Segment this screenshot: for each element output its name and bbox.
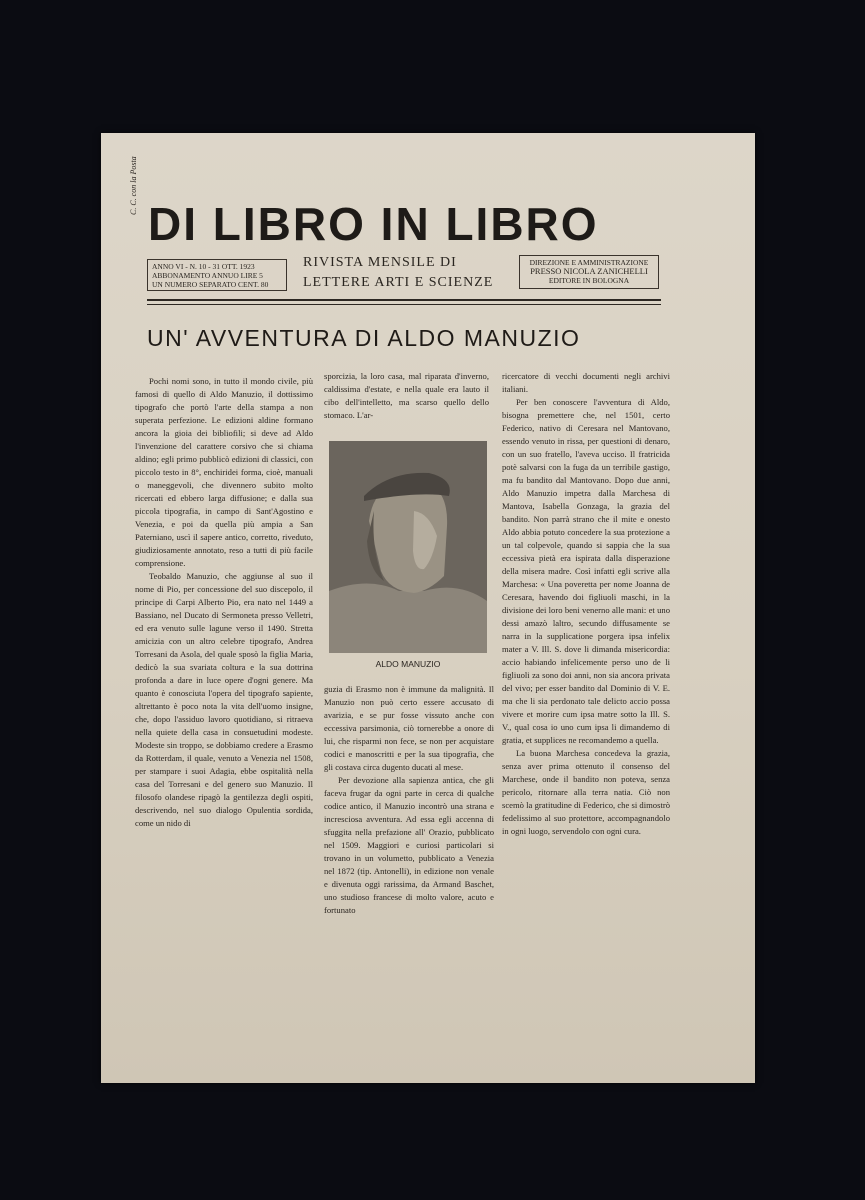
issue-info-box bbox=[147, 259, 287, 291]
paragraph: sporcizia, la loro casa, mal riparata d'inverno, caldissima d'estate, e nella quale era lauto il cibo dell'intelletto, ma scarso quello dello stomaco. L'ar- bbox=[324, 371, 489, 420]
paragraph: Teobaldo Manuzio, che aggiunse al suo il nome di Pio, per concessione del suo discepolo, il principe di Carpi Alberto Pio, era nato nel 1449 a Bassiano, nel Ducato di Sermoneta presso Velletri, ed era venuto sulle lagune verso il 1490. Stretta amicizia con un altro celebre tipografo, Andrea Torresani da Asola, del quale sposò la figlia Maria, dedicò la sua svariata coltura e la sua dottrina profonda a dare in luce opere d'ogni genere. Ma quanto è conosciuta l'opera del tipografo sapiente, altrettanto è poco nota la vita dell'uomo insigne, che, dopo l'assiduo lavoro quotidiano, si ritraeva nella quiete della casa in consuetudini modeste. Modeste sin troppo, se dobbiamo credere a Erasmo da Rotterdam, il quale, venuto a Venezia nel 1508, per stampare i suoi Adagia, ebbe ospitalità nella casa del Torresani e del genero suo Manuzio. Il filosofo olandese ripagò la gentilezza degli ospiti, descrivendo, nel suo dialogo Opulentia sordida, come un nido di bbox=[135, 571, 313, 828]
issue-line: UN NUMERO SEPARATO CENT. 80 bbox=[152, 280, 269, 289]
masthead-rule-thin bbox=[147, 304, 661, 305]
masthead-title: DI LIBRO IN LIBRO bbox=[148, 198, 599, 250]
paragraph: La buona Marchesa concedeva la grazia, senza aver prima ottenuto il consenso del Marchese, onde il bandito non poteva, senza pericolo, ritornare alla terra natia. Ciò non scemò la gratitudine di Federico, che si dimostrò fedelissimo al suo protettore, accompagnandolo in ogni luogo, servendolo con ogni cura. bbox=[502, 748, 670, 836]
paragraph: Per devozione alla sapienza antica, che gli faceva frugar da ogni parte in cerca di qualche codice antico, il Manuzio incontrò una strana e incresciosa avventura. Ad essa egli accenna di sfuggita nella prefazione all' Orazio, pubblicato nel 1509. Maggiori e curiosi particolari si trovano in un volumetto, pubblicato a Venezia nel 1872 (tip. Antonelli), in edizione non venale e divenuta oggi rarissima, da Armand Baschet, uno studioso francese di molto valore, acuto e fortunato bbox=[324, 775, 494, 915]
article-column-2-bottom bbox=[324, 683, 494, 917]
subtitle-line: LETTERE ARTI E SCIENZE bbox=[303, 275, 494, 290]
paragraph: Per ben conoscere l'avventura di Aldo, bisogna premettere che, nel 1501, certo Federico, nativo di Ceresara nel Mantovano, essendo venuto in rissa, per questioni di denaro, con un suo fratello, l'aveva ucciso. Il fratricida potè salvarsi con la fuga da un terribile gastigo, ma fu bandito dal Mantovano. Dopo due anni, Aldo Manuzio impetra dalla Marchesa di Mantova, Isabella Gonzaga, la grazia del bandito. Non parrà strano che il mite e onesto Aldo abbia potuto concedere la sua protezione a un tal colpevole, quando si sappia che la sua eccessiva pietà era ispirata dalla disperazione della misera madre. Così infatti egli scrive alla Marchesa: « Una poveretta per nome Joanna de Ceresara, havendo doi figliuoli maschi, in la divisione dei loro beni venerno alle mani: et uno dessi amazò laltro, secundo diffusamente se narra in la supplicatione porgera ipsa infelix mater a V. Ill. S. dove li dimanda misericordia: accio habiando infelicemente perso uno de li figliuoli za sono doi anni, non sia ancora privata del vivo; per esser bandito dal Dominio di V. E. ma che li sia perdonato tale delicto accio possa vivere et morire cum ipsa matre sotto la Ill. S. V., qual cosa io uno cum ipsa li dimandemo di gratia, et supplices ne recomandemo a quella. bbox=[502, 397, 670, 745]
newspaper-page bbox=[101, 133, 755, 1083]
masthead-subtitle bbox=[303, 253, 493, 293]
article-column-1 bbox=[135, 375, 313, 830]
issue-line: ANNO VI - N. 10 - 31 OTT. 1923 bbox=[152, 262, 255, 271]
publisher-box bbox=[519, 255, 659, 289]
portrait-image bbox=[329, 441, 487, 653]
postal-note: C. C. con la Posta bbox=[129, 156, 138, 215]
subtitle-line: RIVISTA MENSILE DI bbox=[303, 255, 457, 270]
paragraph: ricercatore di vecchi documenti negli archivi italiani. bbox=[502, 371, 670, 394]
masthead-rule bbox=[147, 299, 661, 301]
publisher-line: EDITORE IN BOLOGNA bbox=[548, 276, 630, 285]
publisher-line: PRESSO NICOLA ZANICHELLI bbox=[530, 266, 648, 276]
paragraph: guzia di Erasmo non è immune da malignità. Il Manuzio non può certo essere accusato di avarizia, e se pur fosse vissuto anche con eccessiva parsimonia, ciò tornerebbe a onore di lui, che risparmi non fece, se non per acquistare codici e manoscritti e per la sua tipografia, che gli costava circa dugento ducati al mese. bbox=[324, 684, 494, 772]
article-headline: UN' AVVENTURA DI ALDO MANUZIO bbox=[147, 325, 581, 351]
article-column-3 bbox=[502, 370, 670, 838]
paragraph: Pochi nomi sono, in tutto il mondo civile, più famosi di quello di Aldo Manuzio, il dottissimo tipografo che portò l'arte della stampa a non superata perfezione. Le edizioni aldine formano ancora la gioia dei bibliofili; si deve ad Aldo l'invenzione del carattere corsivo che si chiama aldino; egli primo pubblicò edizioni di classici, con piccolo testo in 8°, enchiridei forma, cioè, manuali o maneggevoli, che divennero subito molto ricercati ed ebbero larga diffusione; e dalla sua piccola tipografia, in campo di Sant'Agostino e Venezia, e poi da quella più ampia a San Paterniano, uscì il sapere antico, corretto, riveduto, giudiziosamente annotato, reso a tutti di più facile comprensione. bbox=[135, 376, 313, 568]
issue-line: ABBONAMENTO ANNUO LIRE 5 bbox=[152, 271, 263, 280]
article-column-2-top bbox=[324, 370, 489, 422]
portrait-engraving bbox=[329, 441, 487, 653]
portrait-caption: ALDO MANUZIO bbox=[375, 659, 441, 669]
publisher-line: DIREZIONE E AMMINISTRAZIONE bbox=[529, 258, 649, 267]
